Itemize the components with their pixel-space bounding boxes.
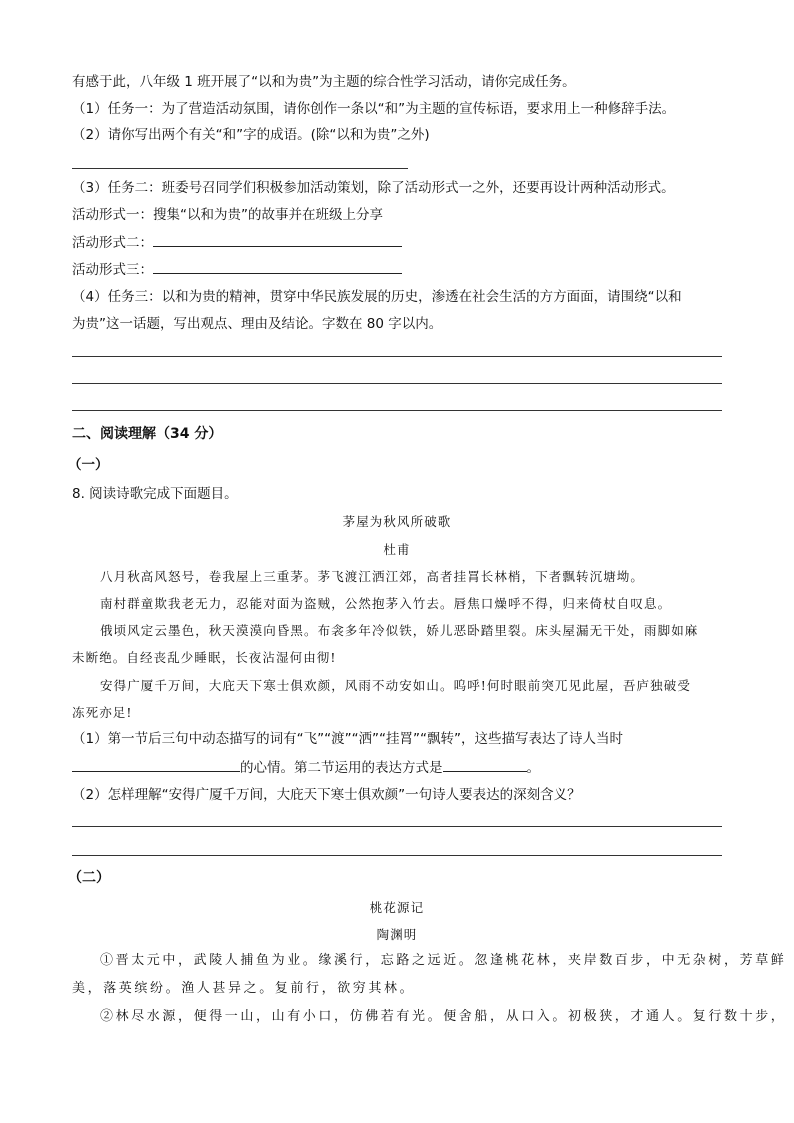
question-1: （1）任务一：为了营造活动氛围，请你创作一条以“和”为主题的宣传标语，要求用上一种修辞手法。: [72, 101, 676, 117]
prose-para-1-line-1: ①晋太元中，武陵人捕鱼为业。缘溪行，忘路之远近。忽逢桃花林，夹岸数百步，中无杂树，芳草鲜: [100, 953, 787, 968]
activity-form-3-label: 活动形式三：: [72, 262, 153, 278]
answer-line-q4-1[interactable]: [72, 356, 722, 357]
answer-blank-mood[interactable]: [72, 757, 240, 772]
poem-question-1-middle: 的心情。第二节运用的表达方式是: [240, 760, 443, 776]
part-2-label: （二）: [68, 870, 110, 886]
question-4-line-2: 为贵”这一话题，写出观点、理由及结论。字数在 80 字以内。: [72, 316, 443, 332]
poem-stanza-1: 八月秋高风怒号，卷我屋上三重茅。茅飞渡江洒江郊，高者挂罥长林梢，下者飘转沉塘坳。: [100, 569, 645, 584]
intro-text: 有感于此，八年级 1 班开展了“以和为贵”为主题的综合性学习活动，请你完成任务。: [72, 74, 576, 90]
prose-title: 桃花源记: [369, 900, 425, 915]
poem-question-2: （2）怎样理解“安得广厦千万间，大庇天下寒士俱欢颜”一句诗人要表达的深刻含义？: [72, 787, 581, 803]
poem-stanza-3-line-2: 未断绝。自经丧乱少睡眠，长夜沾湿何由彻!: [72, 650, 337, 665]
answer-line-form-3[interactable]: [153, 259, 402, 274]
poem-question-1-end: 。: [526, 760, 540, 776]
prose-para-2-line-1: ②林尽水源，便得一山，山有小口，仿佛若有光。便舍船，从口入。初极狭，才通人。复行数十步，: [100, 1009, 787, 1024]
activity-form-3: [72, 259, 402, 280]
answer-line-q4-3[interactable]: [72, 410, 722, 411]
answer-line-q4-2[interactable]: [72, 383, 722, 384]
answer-line-form-2[interactable]: [153, 232, 402, 247]
answer-line-pq2-1[interactable]: [72, 826, 722, 827]
activity-form-2-label: 活动形式二：: [72, 235, 153, 251]
poem-stanza-3-line-1: 俄顷风定云墨色，秋天漠漠向昏黑。布衾多年冷似铁，娇儿恶卧踏里裂。床头屋漏无干处，雨脚如麻: [100, 623, 699, 638]
poem-question-1-line-2: [72, 757, 540, 778]
question-2: （2）请你写出两个有关“和”字的成语。(除“以和为贵”之外): [72, 127, 430, 143]
prose-para-1-line-2: 美，落英缤纷。渔人甚异之。复前行，欲穷其林。: [72, 981, 416, 996]
activity-form-2: [72, 232, 402, 253]
prose-author: 陶渊明: [376, 927, 418, 942]
poem-stanza-4-line-1: 安得广厦千万间，大庇天下寒士俱欢颜，风雨不动安如山。呜呼!何时眼前突兀见此屋，吾庐独破受: [100, 678, 691, 693]
section-2-title: 二、阅读理解（34 分）: [72, 426, 223, 442]
poem-stanza-2: 南村群童欺我老无力，忍能对面为盗贼，公然抱茅入竹去。唇焦口燥呼不得，归来倚杖自叹息。: [100, 596, 672, 611]
answer-blank-expression[interactable]: [443, 757, 527, 772]
part-1-label: （一）: [68, 457, 109, 473]
poem-author: 杜甫: [383, 542, 411, 557]
poem-question-1-line-1: （1）第一节后三句中动态描写的词有“飞”“渡”“洒”“挂罥”“飘转”，这些描写表达了诗人当时: [72, 731, 624, 747]
activity-form-1: 活动形式一：搜集“以和为贵”的故事并在班级上分享: [72, 207, 383, 223]
question-4-line-1: （4）任务三：以和为贵的精神，贯穿中华民族发展的历史，渗透在社会生活的方方面面，请围绕“以和: [72, 289, 682, 305]
poem-stanza-4-line-2: 冻死亦足!: [72, 705, 133, 720]
question-3: （3）任务二：班委号召同学们积极参加活动策划，除了活动形式一之外，还要再设计两种活动形式。: [72, 180, 675, 196]
poem-title: 茅屋为秋风所破歌: [342, 514, 452, 529]
question-8: 8. 阅读诗歌完成下面题目。: [72, 486, 238, 502]
answer-line-q2[interactable]: [72, 168, 408, 169]
answer-line-pq2-2[interactable]: [72, 855, 722, 856]
